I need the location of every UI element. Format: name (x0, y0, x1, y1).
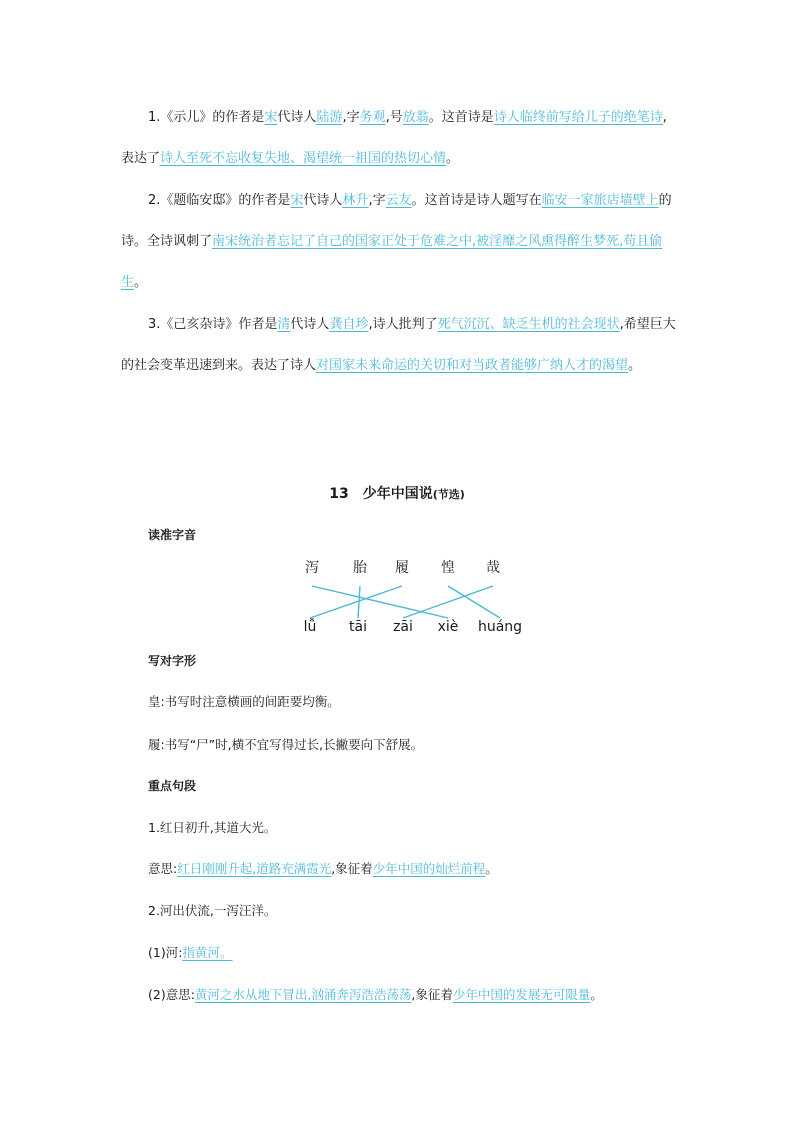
sentence-1: 1.红日初升,其道大光。 (148, 820, 277, 835)
character-item: 惶 (441, 560, 455, 576)
answer-text: 对国家未来命运的关切和对当政者能够广纳人才的渴望 (316, 358, 629, 373)
paragraph-ti-linan-di (121, 180, 677, 303)
prompt-text: 。这首诗是 (428, 110, 494, 125)
writing-tip-lv: 履:书写“尸”时,横不宜写得过长,长撇要向下舒展。 (148, 737, 424, 752)
prompt-text: 意思: (148, 861, 178, 876)
match-line (312, 586, 448, 618)
prompt-text: ,号 (385, 110, 403, 125)
answer-text: 云友 (385, 193, 412, 208)
pinyin-item: xiè (437, 619, 459, 635)
key-sentences-heading: 重点句段 (148, 779, 197, 793)
answer-text: 务观 (359, 110, 386, 125)
answer-text: 宋 (290, 193, 304, 208)
character-item: 履 (395, 560, 409, 576)
prompt-text: (1)河: (148, 945, 183, 960)
prompt-text: ,字 (368, 193, 386, 208)
match-line (448, 586, 500, 618)
prompt-text: ,象征着 (411, 987, 453, 1002)
paragraph-shier (121, 97, 677, 179)
prompt-text: 。 (590, 987, 603, 1002)
pinyin-item: zāi (393, 619, 413, 635)
answer-text: 陆游 (316, 110, 343, 125)
answer-text: 少年中国的发展无可限量 (452, 987, 591, 1002)
paragraph-jihai-zashi (121, 304, 677, 386)
answer-text: 宋 (264, 110, 278, 125)
lesson-name: 少年中国说 (362, 486, 433, 502)
prompt-text: 2.《题临安邸》的作者是 (148, 193, 291, 208)
prompt-text: ,象征着 (331, 861, 373, 876)
prompt-text: 。 (485, 861, 498, 876)
prompt-text: (2)意思: (148, 987, 195, 1002)
prompt-text: ,诗人批判了 (368, 317, 438, 332)
pinyin-item: huáng (477, 619, 523, 635)
prompt-text: ,表达了 (121, 110, 667, 166)
sentence-2-he (148, 943, 232, 961)
answer-text: 诗人至死不忘收复失地、渴望统一祖国的热切心情 (160, 151, 447, 166)
answer-text: 林升 (342, 193, 369, 208)
match-line (358, 586, 360, 618)
character-item: 胎 (353, 560, 367, 576)
answer-text: 龚自珍 (329, 317, 369, 332)
match-lines (310, 586, 500, 618)
pinyin-item: lǚ (303, 619, 317, 635)
prompt-text: 代诗人 (277, 110, 317, 125)
prompt-text: 。这首诗是诗人题写在 (411, 193, 542, 208)
answer-text: 黄河之水从地下冒出,汹涌奔泻浩浩荡荡 (194, 987, 412, 1002)
prompt-text: ,字 (342, 110, 360, 125)
answer-text: 南宋统治者忘记了自己的国家正处于危难之中,被淫靡之风熏得醉生梦死,苟且偷生 (121, 234, 663, 290)
prompt-text: 1.《示儿》的作者是 (148, 110, 265, 125)
lesson-number: 13 (329, 486, 349, 502)
character-item: 哉 (486, 560, 500, 576)
answer-text: 死气沉沉、缺乏生机的社会现状 (437, 317, 620, 332)
prompt-text: 。 (446, 151, 460, 166)
prompt-text: ,希望巨大的社会变革迅速到来。表达了诗人 (121, 317, 676, 373)
answer-text: 红日刚刚升起,道路充满霞光 (177, 861, 332, 876)
answer-text: 少年中国的灿烂前程 (372, 861, 486, 876)
prompt-text: 3.《己亥杂诗》作者是 (148, 317, 278, 332)
lesson-title (0, 483, 794, 503)
sentence-2: 2.河出伏流,一泻汪洋。 (148, 903, 277, 918)
answer-text: 指黄河。 (182, 945, 233, 960)
sentence-2-meaning (148, 985, 603, 1003)
answer-text: 清 (277, 317, 291, 332)
pinyin-row (304, 618, 522, 635)
prompt-text: 代诗人 (290, 317, 330, 332)
writing-heading: 写对字形 (148, 654, 197, 668)
character-item: 泻 (305, 560, 319, 576)
prompt-text: 的诗。全诗讽刺了 (121, 193, 672, 249)
sentence-1-meaning (148, 859, 498, 877)
match-line (403, 586, 493, 618)
prompt-text: 代诗人 (303, 193, 343, 208)
prompt-text: 。 (628, 358, 642, 373)
writing-tip-huang: 皇:书写时注意横画的间距要均衡。 (148, 694, 340, 709)
lesson-subtitle: (节选) (432, 488, 465, 501)
answer-text: 诗人临终前写给儿子的绝笔诗 (493, 110, 663, 125)
pinyin-item: tāi (349, 619, 367, 635)
pinyin-matching-exercise (290, 552, 540, 642)
prompt-text: 。 (134, 275, 148, 290)
match-line (310, 586, 402, 618)
answer-text: 放翁 (402, 110, 429, 125)
pronunciation-heading: 读准字音 (148, 528, 197, 542)
answer-text: 临安一家旅店墙壁上 (541, 193, 659, 208)
character-row (305, 559, 500, 576)
